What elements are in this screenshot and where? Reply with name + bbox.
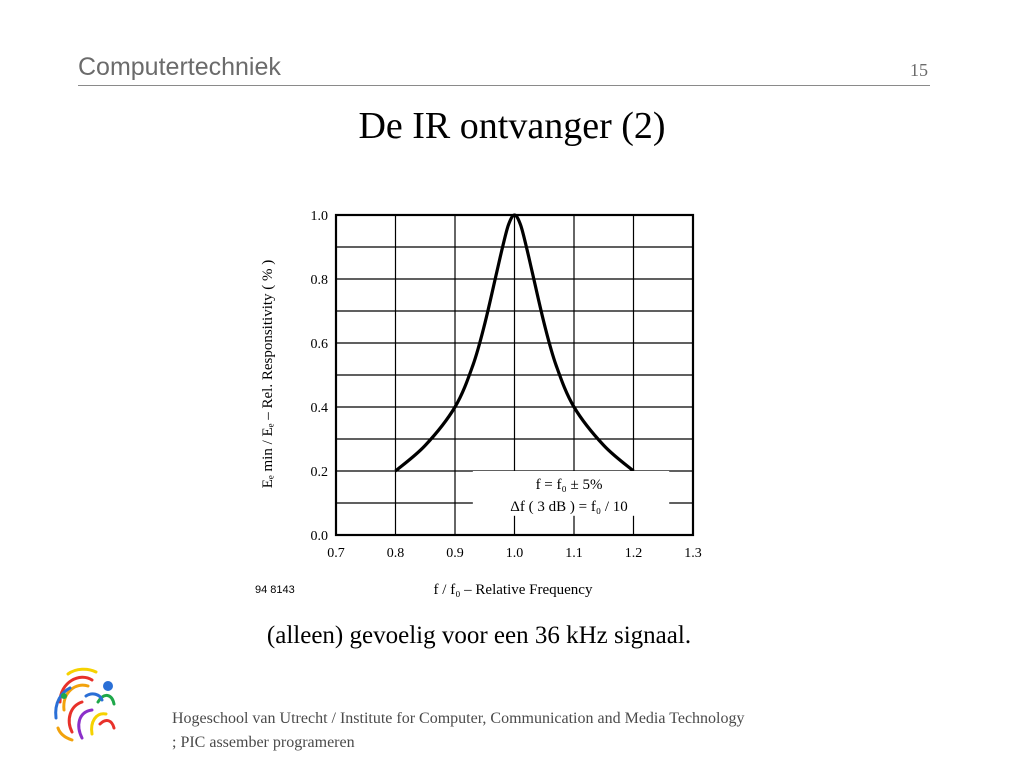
y-tick-label: 0.2 (310, 465, 328, 480)
chart-svg (248, 200, 718, 610)
figure-id: 94 8143 (255, 584, 295, 596)
x-tick-label: 1.1 (565, 546, 583, 561)
footer-line-2: ; PIC assember programeren (172, 734, 355, 751)
x-axis-label: f / f₀ – Relative Frequency (433, 582, 593, 598)
x-tick-label: 0.7 (327, 546, 345, 561)
x-tick-label: 0.9 (446, 546, 464, 561)
y-tick-label: 0.4 (310, 401, 328, 416)
footer-line-1: Hogeschool van Utrecht / Institute for Computer, Communication and Media Technology (172, 710, 745, 727)
y-tick-label: 0.8 (310, 273, 328, 288)
x-tick-label: 1.2 (624, 546, 643, 561)
response-chart (248, 200, 718, 610)
fingerprint-logo-icon (48, 662, 120, 744)
annotation-text: Δf ( 3 dB ) = f₀ / 10 (510, 499, 628, 515)
x-tick-label: 0.8 (386, 546, 405, 561)
header-divider (78, 85, 930, 86)
y-tick-label: 1.0 (310, 209, 328, 224)
header-title: Computertechniek (78, 53, 281, 81)
y-tick-label: 0.0 (310, 529, 328, 544)
footer (172, 707, 745, 755)
y-axis-label: Eₑ min / Eₑ – Rel. Responsitivity ( % ) (260, 259, 276, 489)
slide-title: De IR ontvanger (2) (358, 105, 666, 147)
slide-caption: (alleen) gevoelig voor een 36 kHz signaal. (266, 622, 692, 649)
x-tick-label: 1.3 (684, 546, 702, 561)
y-tick-label: 0.6 (310, 337, 328, 352)
x-tick-label: 1.0 (505, 546, 524, 561)
page-number: 15 (910, 60, 928, 80)
annotation-text: f = f₀ ± 5% (535, 477, 603, 493)
